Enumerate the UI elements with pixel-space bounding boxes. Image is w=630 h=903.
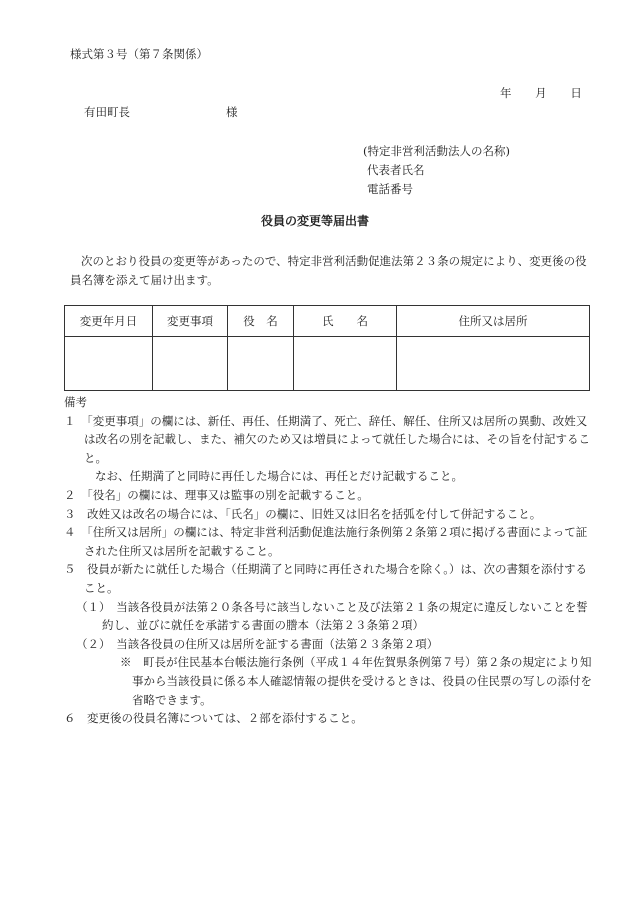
document-title: 役員の変更等届出書: [260, 214, 369, 228]
remark-item-6: ６ 変更後の役員名簿については、２部を添付すること。: [64, 711, 363, 726]
remark-item-5-1: （１） 当該各役員が法第２０条各号に該当しないこと及び法第２１条の規定に違反しないことを誓約し、並びに就任を承諾する書面の謄本（法第２３条第２項）: [76, 599, 588, 633]
applicant-block: [363, 142, 510, 199]
remark-item-1-note: なお、任期満了と同時に再任した場合には、再任とだけ記載すること。: [95, 469, 463, 484]
col-name: 氏 名: [294, 306, 397, 337]
table-header-row: [65, 306, 590, 337]
remark-item-1: １ 「変更事項」の欄には、新任、再任、任期満了、死亡、辞任、解任、住所又は居所の異動、改姓又は改名の別を記載し、また、補欠のため又は増員によって就任した場合には、その旨を付記すること。: [64, 413, 590, 465]
remark-item-4: ４ 「住所又は居所」の欄には、特定非営利活動促進法施行条例第２条第２項に掲げる書面によって証された住所又は居所を記載すること。: [64, 525, 588, 558]
date-day-label: 日: [570, 86, 582, 100]
col-position: 役 名: [228, 306, 294, 337]
officer-change-table: [64, 305, 590, 391]
date-line: [500, 87, 582, 101]
date-year-label: 年: [500, 86, 512, 100]
remark-item-2: ２ 「役名」の欄には、理事又は監事の別を記載すること。: [64, 487, 369, 502]
remarks-section: [64, 393, 594, 728]
cell-name[interactable]: [294, 337, 397, 391]
cell-address[interactable]: [397, 337, 590, 391]
date-month-label: 月: [535, 86, 547, 100]
remarks-heading: 備考: [64, 395, 87, 409]
representative-label: 代表者氏名: [367, 163, 425, 177]
cell-change-item[interactable]: [153, 337, 228, 391]
remark-item-5-2: （２） 当該各役員の住所又は居所を証する書面（法第２３条第２項）: [76, 636, 439, 651]
org-name-label: (特定非営利活動法人の名称): [363, 144, 510, 158]
remark-item-3: ３ 改姓又は改名の場合には、「氏名」の欄に、旧姓又は旧名を括弧を付して併記すること。: [64, 506, 542, 521]
form-number: 様式第３号（第７条関係）: [70, 47, 208, 61]
intro-paragraph: 次のとおり役員の変更等があったので、特定非営利活動促進法第２３条の規定により、変更後の役員名簿を添えて届け出ます。: [70, 254, 587, 287]
cell-position[interactable]: [228, 337, 294, 391]
table-row: [65, 337, 590, 391]
cell-change-date[interactable]: [65, 337, 153, 391]
addressee-line: [84, 106, 238, 120]
honorific: 様: [226, 105, 238, 119]
col-address: 住所又は居所: [397, 306, 590, 337]
col-change-item: 変更事項: [153, 306, 228, 337]
col-change-date: 変更年月日: [65, 306, 153, 337]
remark-item-5-note: ※ 町長が住民基本台帳法施行条例（平成１４年佐賀県条例第７号）第２条の規定により知事から当該役員に係る本人確認情報の提供を受けるときは、役員の住民票の写しの添付を省略できます。: [120, 655, 592, 707]
addressee: 有田町長: [84, 105, 130, 119]
phone-label: 電話番号: [367, 182, 413, 196]
remark-item-5: ５ 役員が新たに就任した場合（任期満了と同時に再任された場合を除く。）は、次の書類を添付すること。: [64, 562, 588, 595]
